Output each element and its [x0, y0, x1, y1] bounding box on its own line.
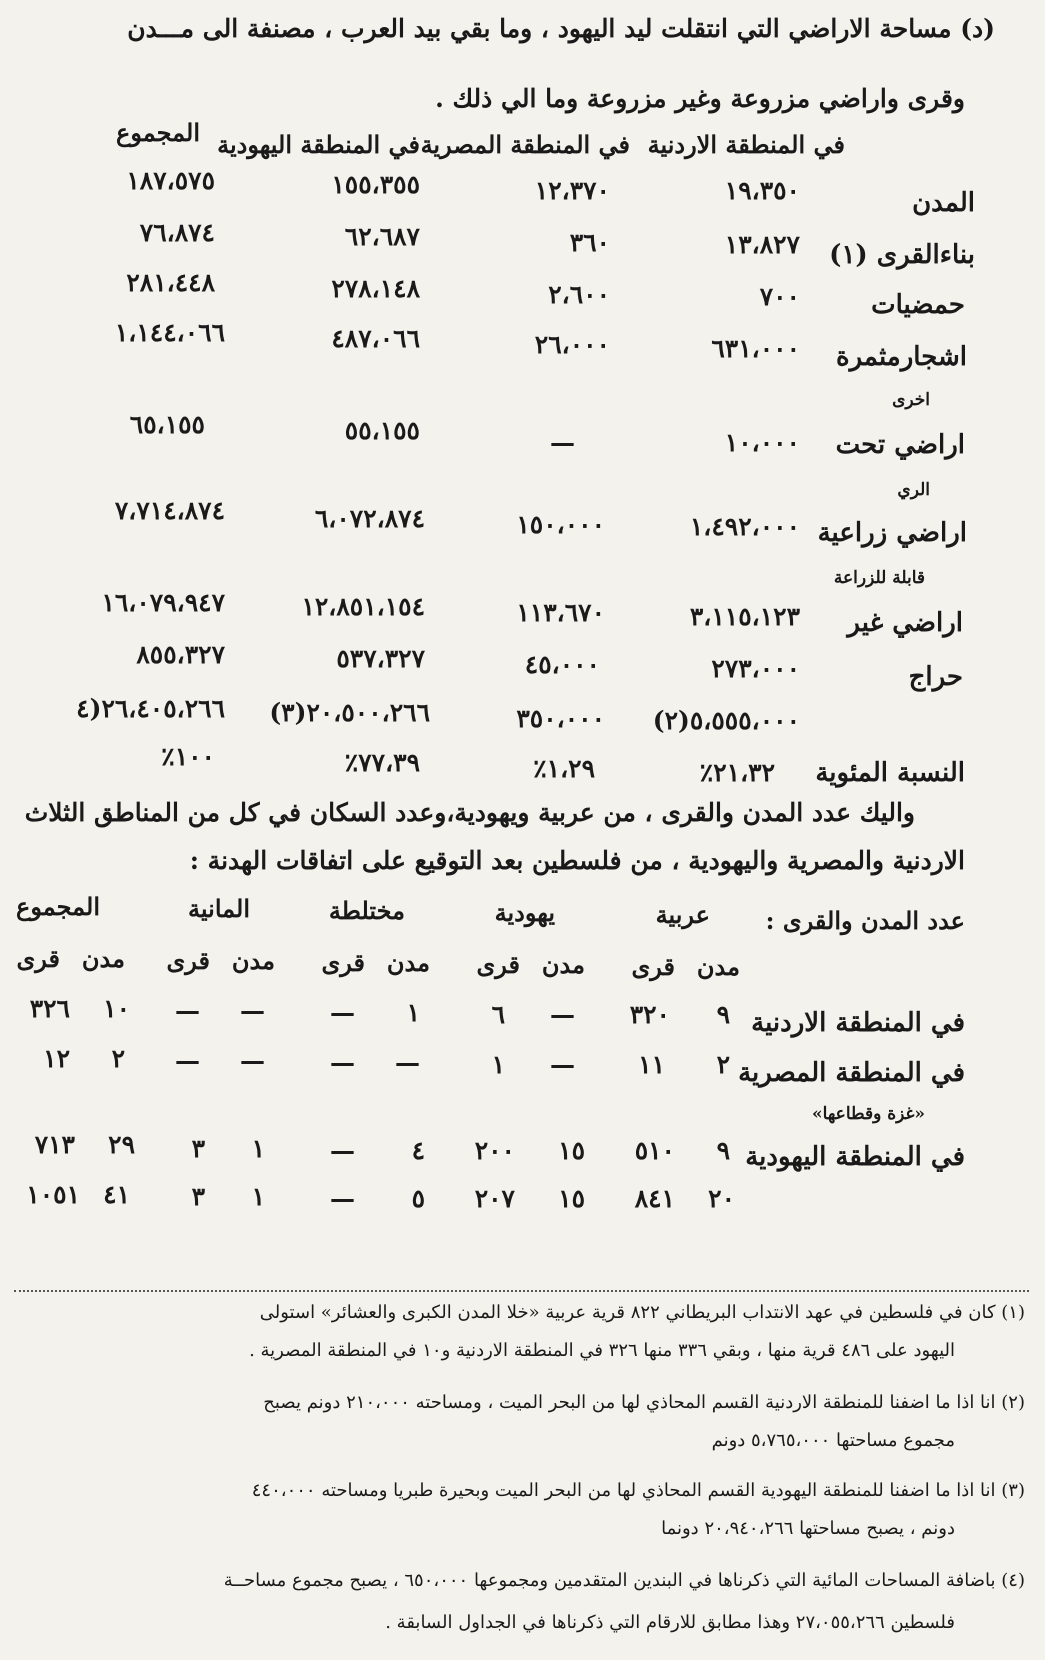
count-cell: — — [175, 1046, 200, 1075]
count-row-label: في المنطقة الاردنية — [751, 1008, 965, 1038]
area-row-sublabel: اخرى — [892, 390, 930, 410]
area-cell: ٣،١١٥،١٢٣ — [689, 602, 800, 631]
count-total-cell: — — [330, 1184, 355, 1213]
area-header-jordan: في المنطقة الاردنية — [647, 130, 845, 159]
area-row-label: اراضي تحت — [835, 430, 965, 460]
area-cell: ٢،٦٠٠ — [548, 280, 610, 309]
count-sub-villages: قرى — [321, 948, 365, 977]
area-header-total: المجموع — [116, 118, 200, 147]
area-row-label: حراج — [908, 662, 963, 692]
area-percent-cell: ١،٢٩٪ — [533, 754, 595, 783]
area-cell: ٢٦،٠٠٠ — [534, 330, 610, 359]
count-cell: ١ — [251, 1134, 265, 1163]
count-sub-villages: قرى — [166, 946, 210, 975]
count-cell: ١٥ — [558, 1136, 585, 1165]
count-cell: ٦ — [491, 1000, 505, 1029]
count-cell: ٩ — [716, 1000, 730, 1029]
count-total-cell: ٤١ — [103, 1180, 130, 1209]
count-cell: — — [330, 1136, 355, 1165]
footnote-divider — [14, 1290, 1029, 1292]
area-row-label: اراضي زراعية — [817, 518, 967, 548]
footnote-1-line-2: اليهود على ٤٨٦ قرية منها ، وبقي ٣٣٦ منها ٣٢٦ في المنطقة الاردنية و١٠ في المنطقة المصرية . — [249, 1340, 955, 1361]
count-cell: — — [550, 1050, 575, 1079]
area-cell: ٣٦٠ — [569, 228, 610, 257]
count-table-title: عدد المدن والقرى : — [765, 906, 965, 935]
footnote-1-line-1: (١) كان في فلسطين في عهد الانتداب البريطاني ٨٢٢ قرية عربية «خلا المدن الكبرى والعشائر» استولى — [259, 1302, 1025, 1323]
count-total-cell: ٥ — [411, 1184, 425, 1213]
count-cell: — — [395, 1048, 420, 1077]
area-cell: ٨٥٥،٣٢٧ — [136, 640, 225, 669]
gaza-note: «غزة وقطاعها» — [812, 1104, 925, 1124]
count-cell: — — [330, 998, 355, 1027]
area-total-cell: ٣٥٠،٠٠٠ — [516, 704, 605, 733]
area-cell: ٥٣٧،٣٢٧ — [336, 644, 425, 673]
intro-line-1: (د) مساحة الاراضي التي انتقلت ليد اليهود ، وما بقي بيد العرب ، مصنفة الى مـــدن — [127, 14, 995, 43]
area-cell: ١٦،٠٧٩،٩٤٧ — [101, 588, 225, 617]
area-cell: ١٣،٨٢٧ — [724, 230, 800, 259]
count-cell: ٢ — [716, 1050, 730, 1079]
area-row-label: بناءالقرى (١) — [829, 240, 975, 270]
count-total-cell: ١٠٥١ — [26, 1180, 80, 1209]
count-sub-villages: قرى — [631, 952, 675, 981]
area-row-label: حمضيات — [871, 290, 965, 320]
mid-text-line-1: واليك عدد المدن والقرى ، من عربية ويهودية،وعدد السكان في كل من المناطق الثلاث — [24, 798, 915, 827]
count-cell: — — [240, 996, 265, 1025]
area-cell: — — [550, 428, 575, 457]
area-cell: ١١٣،٦٧٠ — [516, 598, 605, 627]
area-cell: ١٩،٣٥٠ — [724, 176, 800, 205]
count-group-german: المانية — [188, 894, 250, 923]
count-sub-towns: مدن — [696, 952, 740, 981]
count-sub-villages: قرى — [16, 944, 60, 973]
count-total-cell: ٢٠٧ — [474, 1184, 515, 1213]
count-cell: — — [175, 996, 200, 1025]
footnote-2-line-1: (٢) انا اذا ما اضفنا للمنطقة الاردنية القسم المحاذي لها من البحر الميت ، ومساحته ٢١٠،٠٠٠ دونم يصبح — [263, 1392, 1025, 1413]
area-cell: ٤٨٧،٠٦٦ — [331, 324, 420, 353]
area-cell: ٢٧٨،١٤٨ — [331, 274, 420, 303]
area-row-sublabel: الري — [897, 480, 930, 500]
mid-text-line-2: الاردنية والمصرية واليهودية ، من فلسطين بعد التوقيع على اتفاقات الهدنة : — [189, 846, 965, 875]
footnote-3-line-1: (٣) انا اذا ما اضفنا للمنطقة اليهودية القسم المحاذي لها من البحر الميت وبحيرة طبريا ومساحته ٤٤٠،٠٠٠ — [251, 1480, 1025, 1501]
count-cell: ٢٩ — [108, 1130, 135, 1159]
count-cell: ٥١٠ — [634, 1136, 675, 1165]
count-sub-towns: مدن — [81, 944, 125, 973]
area-header-jewish: في المنطقة اليهودية — [217, 130, 420, 159]
area-total-cell: ٢٠،٥٠٠،٢٦٦(٣) — [269, 698, 430, 727]
count-cell: ٩ — [716, 1136, 730, 1165]
area-row-label: المدن — [912, 188, 975, 218]
count-cell: ١ — [406, 998, 420, 1027]
area-header-egypt: في المنطقة المصرية — [420, 130, 630, 159]
area-cell: ٥٥،١٥٥ — [344, 416, 420, 445]
area-percent-cell: ١٠٠٪ — [161, 742, 215, 771]
count-total-cell: ١ — [251, 1182, 265, 1211]
area-cell: ١٢،٨٥١،١٥٤ — [301, 592, 425, 621]
area-cell: ١٢،٣٧٠ — [534, 176, 610, 205]
count-group-arab: عربية — [655, 900, 710, 929]
count-sub-villages: قرى — [476, 950, 520, 979]
footnote-2-line-2: مجموع مساحتها ٥،٧٦٥،٠٠٠ دونم — [711, 1430, 955, 1451]
count-total-cell: ٣ — [191, 1182, 205, 1211]
area-total-cell: ٢٦،٤٠٥،٢٦٦(٤ — [76, 694, 225, 723]
count-cell: — — [330, 1048, 355, 1077]
area-row-label: النسبة المئوية — [815, 758, 965, 788]
area-cell: ١٥٠،٠٠٠ — [516, 510, 605, 539]
count-cell: — — [240, 1046, 265, 1075]
area-cell: ٧٦،٨٧٤ — [139, 218, 215, 247]
footnote-3-line-2: دونم ، يصبح مساحتها ٢٠،٩٤٠،٢٦٦ دونما — [661, 1518, 955, 1539]
count-total-cell: ٨٤١ — [634, 1184, 675, 1213]
count-sub-towns: مدن — [231, 946, 275, 975]
area-cell: ١،١٤٤،٠٦٦ — [114, 318, 225, 347]
count-group-jewish: يهودية — [494, 898, 555, 927]
count-cell: ٢ — [111, 1044, 125, 1073]
area-cell: ٧،٧١٤،٨٧٤ — [114, 496, 225, 525]
count-cell: ١٠ — [103, 994, 130, 1023]
area-row-sublabel: قابلة للزراعة — [833, 568, 925, 588]
count-cell: ٣٢٠ — [629, 1000, 670, 1029]
count-cell: ٣٢٦ — [29, 994, 70, 1023]
area-row-label: اشجارمثمرة — [835, 342, 967, 372]
count-cell: ١٢ — [43, 1044, 70, 1073]
count-group-total: المجموع — [16, 892, 100, 921]
count-group-mixed: مختلطة — [328, 896, 405, 925]
area-cell: ٦،٠٧٢،٨٧٤ — [314, 504, 425, 533]
area-cell: ١،٤٩٢،٠٠٠ — [689, 512, 800, 541]
area-total-cell: ٥،٥٥٥،٠٠٠(٢) — [652, 706, 800, 735]
area-cell: ٦٥،١٥٥ — [129, 410, 205, 439]
count-cell: ١ — [491, 1050, 505, 1079]
area-cell: ١٨٧،٥٧٥ — [126, 166, 215, 195]
area-cell: ٢٨١،٤٤٨ — [126, 268, 215, 297]
count-total-cell: ١٥ — [558, 1184, 585, 1213]
area-percent-cell: ٢١،٣٢٪ — [699, 758, 775, 787]
area-cell: ٤٥،٠٠٠ — [524, 650, 600, 679]
area-cell: ٢٧٣،٠٠٠ — [711, 654, 800, 683]
area-row-label: اراضي غير — [847, 608, 963, 638]
area-cell: ١٠،٠٠٠ — [724, 428, 800, 457]
count-cell: ٢٠٠ — [474, 1136, 515, 1165]
count-total-cell: ٢٠ — [708, 1184, 735, 1213]
count-row-label: في المنطقة المصرية — [738, 1058, 965, 1088]
count-row-label: في المنطقة اليهودية — [745, 1142, 965, 1172]
area-cell: ٦٢،٦٨٧ — [344, 222, 420, 251]
count-cell: ٧١٣ — [34, 1130, 75, 1159]
footnote-4-line-1: (٤) باضافة المساحات المائية التي ذكرناها في البندين المتقدمين ومجموعها ٦٥٠،٠٠٠ ، يصبح مجموع مساحــة — [223, 1570, 1025, 1591]
count-cell: ٤ — [411, 1136, 425, 1165]
footnote-4-line-2: فلسطين ٢٧،٠٥٥،٢٦٦ وهذا مطابق للارقام التي ذكرناها في الجداول السابقة . — [385, 1612, 955, 1633]
count-cell: ٣ — [191, 1134, 205, 1163]
area-cell: ٧٠٠ — [759, 282, 800, 311]
count-cell: — — [550, 1000, 575, 1029]
area-cell: ١٥٥،٣٥٥ — [331, 170, 420, 199]
count-sub-towns: مدن — [541, 950, 585, 979]
count-sub-towns: مدن — [386, 948, 430, 977]
count-cell: ١١ — [638, 1050, 665, 1079]
area-percent-cell: ٧٧،٣٩٪ — [344, 748, 420, 777]
area-cell: ٦٣١،٠٠٠ — [711, 334, 800, 363]
intro-line-2: وقرى واراضي مزروعة وغير مزروعة وما الي ذلك . — [435, 84, 965, 113]
